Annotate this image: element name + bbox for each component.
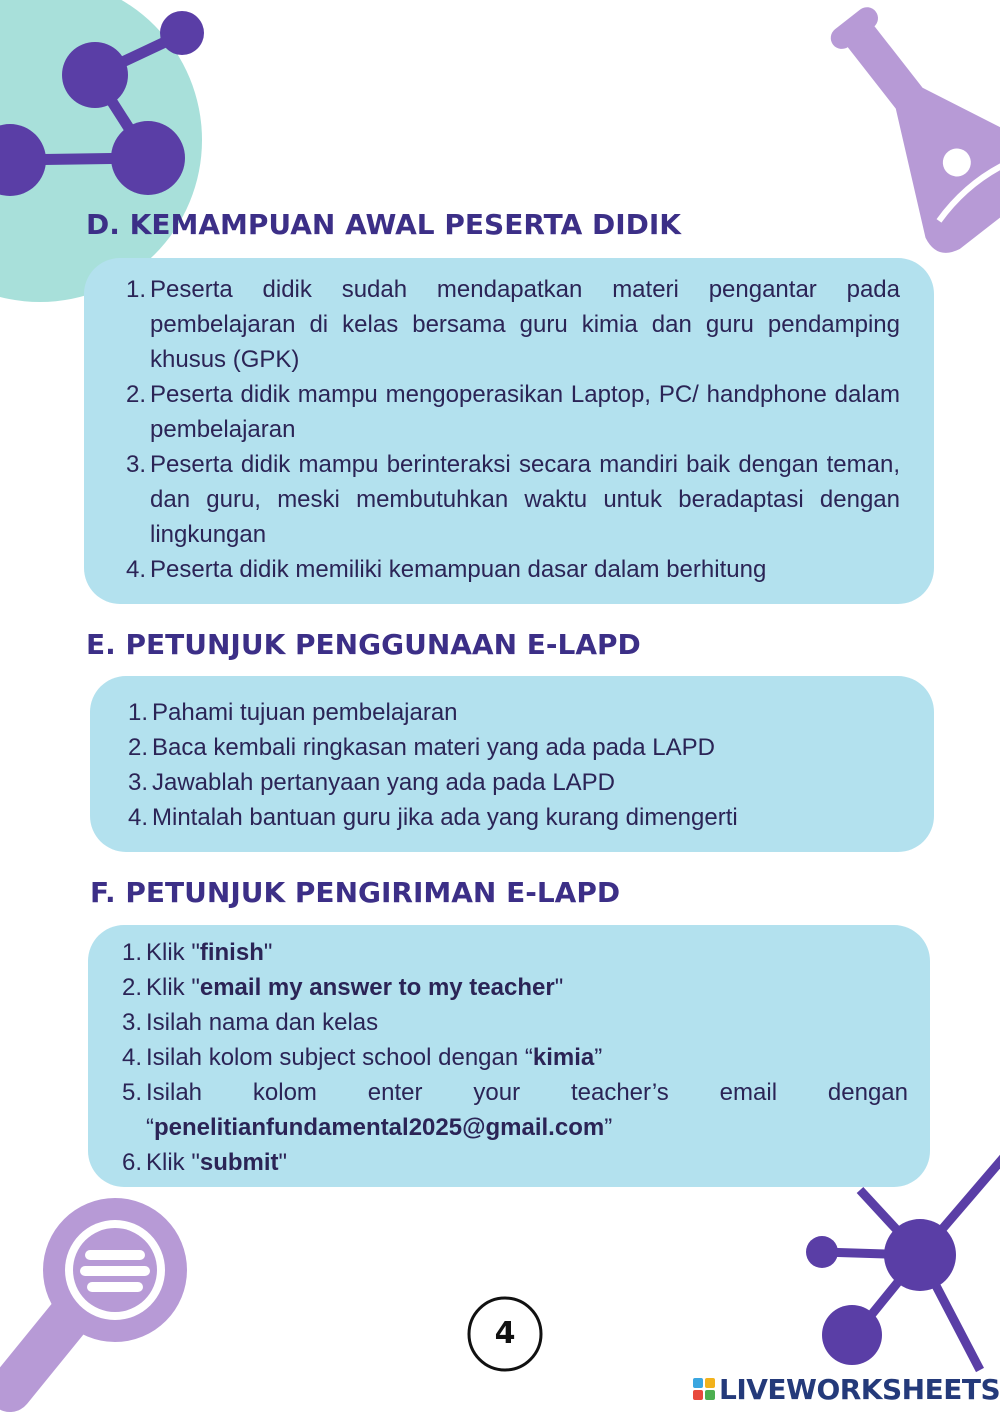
list-item <box>114 935 908 970</box>
item-number: 5. <box>121 1079 142 1106</box>
list-item <box>118 272 900 377</box>
item-number: 1. <box>127 699 148 726</box>
item-text: Klik " <box>146 974 200 1001</box>
item-text: Pahami tujuan pembelajaran <box>152 699 458 726</box>
flask-icon <box>789 0 1000 262</box>
item-text: Peserta didik mampu berinteraksi secara mandiri baik dengan teman, dan guru, meski membutuhkan waktu untuk beradaptasi dengan lingkungan <box>150 451 900 548</box>
item-text: Isilah kolom subject school dengan “ <box>146 1044 533 1071</box>
list-item <box>114 1005 908 1040</box>
list-item <box>114 1040 908 1075</box>
list-item <box>114 1145 908 1180</box>
item-number: 1. <box>121 939 142 966</box>
list-item <box>118 377 900 447</box>
item-text-bold: submit <box>199 1149 279 1176</box>
item-text: ” <box>604 1114 613 1141</box>
section-box <box>90 676 934 852</box>
section-title: F. PETUNJUK PENGIRIMAN E-LAPD <box>90 876 621 909</box>
item-list <box>118 272 900 587</box>
item-number: 1. <box>125 276 146 303</box>
item-text-bold: penelitianfundamental2025@gmail.com <box>154 1114 605 1141</box>
item-number: 3. <box>127 769 148 796</box>
magnifier-icon <box>10 1198 187 1390</box>
list-item <box>120 765 900 800</box>
item-text: Klik " <box>146 939 200 966</box>
item-list <box>120 695 900 835</box>
item-text: Jawablah pertanyaan yang ada pada LAPD <box>152 769 616 796</box>
liveworksheets-logo-icon <box>693 1378 715 1400</box>
item-text: ” <box>594 1044 603 1071</box>
list-item <box>120 695 900 730</box>
page-number: 4 <box>494 1315 516 1351</box>
item-text: Klik " <box>146 1149 200 1176</box>
item-text: " <box>554 974 564 1001</box>
item-text: Isilah nama dan kelas <box>146 1009 379 1036</box>
brand-name: LIVEWORKSHEETS <box>719 1372 1000 1406</box>
item-list <box>114 935 908 1180</box>
list-item <box>118 552 900 587</box>
item-number: 2. <box>125 381 146 408</box>
item-text-bold: kimia <box>532 1044 595 1071</box>
item-text: Baca kembali ringkasan materi yang ada pada LAPD <box>152 734 715 761</box>
item-number: 4. <box>125 556 146 583</box>
list-item <box>120 730 900 765</box>
section-title: D. KEMAMPUAN AWAL PESERTA DIDIK <box>86 208 681 241</box>
section-box <box>84 258 934 604</box>
list-item <box>114 1075 908 1145</box>
list-item <box>114 970 908 1005</box>
item-text: " <box>278 1149 288 1176</box>
item-text-bold: finish <box>199 939 264 966</box>
section-box <box>88 925 930 1187</box>
item-text: Peserta didik mampu mengoperasikan Laptop, PC/ handphone dalam pembelajaran <box>150 381 900 443</box>
item-text-bold: email my answer to my teacher <box>199 974 555 1001</box>
item-number: 2. <box>121 974 142 1001</box>
item-number: 3. <box>125 451 146 478</box>
list-item <box>120 800 900 835</box>
item-number: 6. <box>121 1149 142 1176</box>
item-number: 2. <box>127 734 148 761</box>
item-text: Isilah kolom enter your teacher’s email dengan “ <box>146 1079 908 1141</box>
brand-logo[interactable] <box>693 1371 1000 1407</box>
item-number: 3. <box>121 1009 142 1036</box>
list-item <box>118 447 900 552</box>
item-text: Peserta didik sudah mendapatkan materi pengantar pada pembelajaran di kelas bersama guru kimia dan guru pendamping khusus (GPK) <box>150 276 900 373</box>
item-text: Peserta didik memiliki kemampuan dasar dalam berhitung <box>150 556 767 583</box>
item-text: Mintalah bantuan guru jika ada yang kurang dimengerti <box>152 804 738 831</box>
section-title: E. PETUNJUK PENGGUNAAN E-LAPD <box>86 628 641 661</box>
item-number: 4. <box>127 804 148 831</box>
item-text: " <box>263 939 273 966</box>
item-number: 4. <box>121 1044 142 1071</box>
